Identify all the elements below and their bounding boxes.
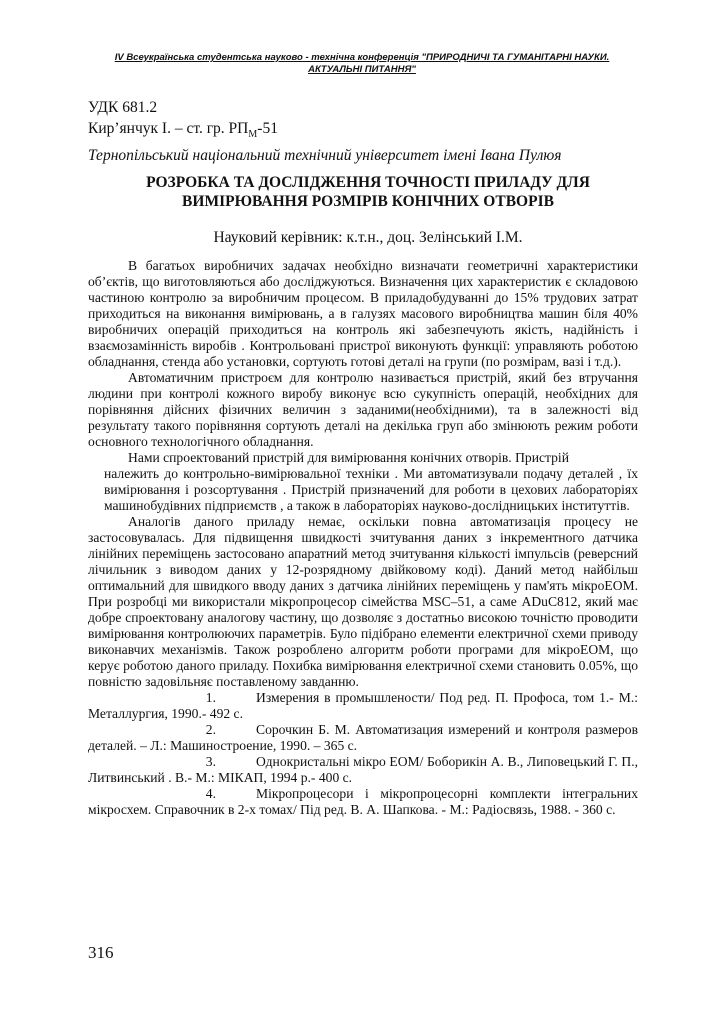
university-name: Тернопільський національний технічний університет імені Івана Пулюя: [88, 147, 562, 165]
author-name: Кир’янчук І. – ст. гр. РП: [88, 120, 249, 137]
conference-header-line-1: IV Всеукраїнська студентська науково - технічна конференція "ПРИРОДНИЧІ ТА ГУМАНІТАРНІ НАУКИ.: [114, 52, 610, 63]
conference-header: [95, 52, 629, 76]
article-meta: [88, 97, 648, 166]
article-title-line-1: РОЗРОБКА ТА ДОСЛІДЖЕННЯ ТОЧНОСТІ ПРИЛАДУ ДЛЯ: [146, 174, 590, 191]
reference-item: [88, 786, 638, 818]
article-body: [88, 258, 638, 818]
scientific-advisor: Науковий керівник: к.т.н., доц. Зелінський І.М.: [213, 229, 523, 246]
page-number: 316: [88, 943, 114, 962]
reference-number: 1.: [205, 690, 216, 705]
reference-list: [88, 690, 638, 818]
paragraph-3: [88, 450, 638, 514]
reference-text: Измерения в промышлености/ Под ред. П. Профоса, том 1.- М.: Металлургия, 1990.- 492 с.: [88, 690, 638, 721]
author-group-subscript: М: [248, 129, 258, 141]
author-line: [88, 118, 648, 145]
reference-number: 4.: [205, 786, 216, 801]
reference-number: 3.: [205, 754, 216, 769]
reference-number: 2.: [205, 722, 216, 737]
paragraph-1: В багатьох виробничих задачах необхідно визначати геометричні характеристики об’єктів, що виготовляються або досліджуються. Визначення цих характеристик є складовою частиною контролю за виробничим процесом. В приладобудуванні до 15% трудових затрат приходиться на виконання вимірювань, а в галузях масового виробництва машин біля 40% виробничих операцій приходиться на контроль які забезпечують якість, надійність і взаємозамінність виробів . Контрольовані пристрої виконують функції: управляють роботою обладнання, стенда або установки, сортують готові деталі на групи (по розмірам, вазі і т.д.).: [88, 258, 638, 369]
paragraph-2: Автоматичним пристроєм для контролю називається пристрій, який без втручання людини при контролі кожного виробу виконує всю сукупність операцій, необхідних для порівняння дійсних фізичних величин з заданими(необхідними), та в залежності від результату такого порівняння сортують деталі на декілька груп або змінюють режим роботи основного технологічного обладнання.: [88, 370, 638, 449]
article-title: [88, 173, 648, 211]
paragraph-3-rest: належить до контрольно-вимірювальної техніки . Ми автоматизували подачу деталей , їх вимірювання і розсортування . Пристрій призначений для роботи в цехових лабораторіях машинобудівних підприємств , а також в лабораторіях науково-дослідницьких інституттів.: [104, 466, 638, 513]
reference-text: Однокристальні мікро ЕОМ/ Боборикін А. В., Липовецький Г. П., Литвинський . В.- М.: МІКАП, 1994 р.- 400 с.: [88, 754, 638, 785]
reference-text: Мікропроцесори і мікропроцесорні комплекти інтегральних мікросхем. Справочник в 2-х томах/ Під ред. В. А. Шапкова. - М.: Радіосвязь, 1988. - 360 с.: [88, 786, 638, 817]
conference-header-line-2: АКТУАЛЬНІ ПИТАННЯ": [308, 64, 416, 75]
article-title-line-2: ВИМІРЮВАННЯ РОЗМІРІВ КОНІЧНИХ ОТВОРІВ: [182, 193, 554, 210]
paragraph-3-first-line: Нами спроектований пристрій для вимірювання конічних отворів. Пристрій: [128, 450, 569, 465]
reference-item: [88, 690, 638, 722]
reference-item: [88, 722, 638, 754]
author-group-suffix: -51: [257, 120, 278, 137]
udk-code: УДК 681.2: [88, 99, 158, 116]
reference-item: [88, 754, 638, 786]
paragraph-4: Аналогів даного приладу немає, оскільки повна автоматизація процесу не застосовувалась. Для підвищення швидкості зчитування даних з інкрементного датчика лінійних переміщень застосовано апаратний метод зчитування кількості імпульсів (реверсний лічильник з виводом даних у 12-розрядному двійковому коді). Даний метод найбільш оптимальний для швидкого вводу даних з датчика лінійних переміщень у пам'ять мікроЕОМ. При розробці ми використали мікропроцесор сімейства MSC–51, а саме ADuC812, який має добре спроектовану аналогову частину, що дозволяє з достатньо високою точністю проводити вимірювання контролюючих параметрів. Було підібрано елементи електричної схеми приводу виконавчих механізмів. Також розроблено алгоритм роботи програми для мікроЕОМ, що керує роботою даного приладу. Похибка вимірювання електричної схеми становить 0.05%, що повністю задовільняє поставленому завданню.: [88, 514, 638, 689]
reference-text: Сорочкин Б. М. Автоматизация измерений и контроля размеров деталей. – Л.: Машиностроение, 1990. – 365 с.: [88, 722, 638, 753]
